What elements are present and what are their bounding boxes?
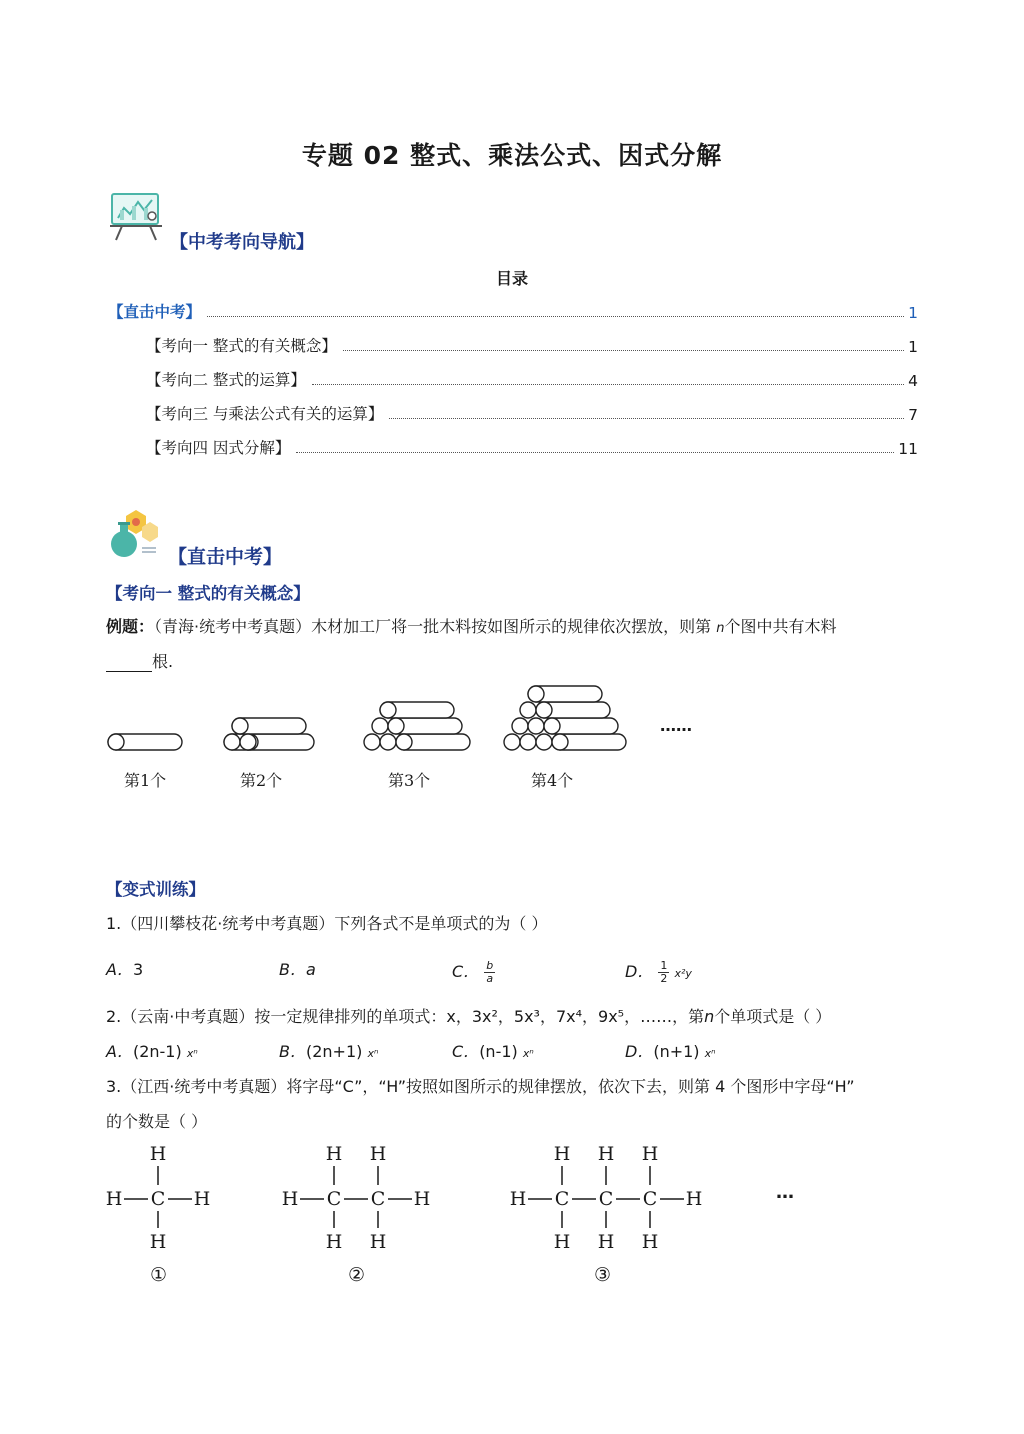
toc-entry-label: 【考向四 因式分解】 [146,439,291,457]
toc-entry[interactable] [146,436,918,458]
toc-entry-page: 1 [908,304,918,322]
atom-c: C [598,1188,614,1210]
q2-option-b[interactable]: B．(2n+1) xⁿ [279,1042,379,1061]
atom-c: C [150,1188,166,1210]
atom-h: H [641,1143,659,1165]
q2-option-d[interactable]: D．(n+1) xⁿ [625,1042,716,1061]
figure-caption: 第4个 [531,771,574,790]
q1-option-c[interactable]: C． $\frac{b}{a}$ [452,959,494,985]
figure-ellipsis: …… [660,716,692,735]
atom-h: H [281,1188,299,1210]
example-line [106,617,836,639]
q1-option-b[interactable]: B．a [279,960,316,979]
toc-entry-page: 4 [908,372,918,390]
flask-icon [106,508,162,560]
atom-h: H [641,1231,659,1253]
atom-h: H [597,1231,615,1253]
atom-h: H [325,1231,343,1253]
atom-h: H [149,1143,167,1165]
q2-option-c[interactable]: C．(n-1) xⁿ [452,1042,534,1061]
toc-entry-label: 【直击中考】 [108,303,202,321]
page-title: 专题 02 整式、乘法公式、因式分解 [301,141,723,170]
fraction: $\frac{1}{2}$ [660,959,668,985]
atom-c: C [370,1188,386,1210]
toc-entry-label: 【考向二 整式的运算】 [146,371,306,389]
figure-label: ③ [594,1264,612,1286]
question-3-line-2: 的个数是（ ） [106,1112,208,1131]
atom-h: H [509,1188,527,1210]
easel-icon [108,188,164,244]
atom-h: H [413,1188,431,1210]
subsection-heading: 【考向一 整式的有关概念】 [106,584,310,603]
toc-dot-leader [296,452,894,453]
fraction: $\frac{b}{a}$ [486,959,494,985]
answer-blank[interactable] [106,656,152,672]
carbon-chain-figures [100,1140,820,1290]
atom-c: C [642,1188,658,1210]
atom-h: H [325,1143,343,1165]
question-1-stem: 1.（四川攀枝花·统考中考真题）下列各式不是单项式的为（ ） [106,914,548,933]
toc-entry[interactable] [108,300,918,322]
toc-dot-leader [343,350,904,351]
q1-option-a[interactable]: A．3 [106,960,144,979]
q2-option-a[interactable]: A．(2n-1) xⁿ [106,1042,198,1061]
atom-h: H [193,1188,211,1210]
example-text-cont: 个图中共有木料 [724,617,837,636]
example-text: （青海·统考中考真题）木材加工厂将一批木料按如图所示的规律依次摆放，则第 [154,617,712,636]
q1-option-d[interactable]: D． $\frac{1}{2}$ x²y [625,959,692,985]
atom-h: H [685,1188,703,1210]
section-heading: 【直击中考】 [168,546,283,568]
toc-entry-page: 1 [908,338,918,356]
example-suffix: 根. [152,652,174,671]
toc-entry[interactable] [146,402,918,424]
figure-label: ① [150,1264,168,1286]
toc-entry-page: 11 [898,440,918,458]
toc-title: 目录 [495,269,528,288]
toc-dot-leader [207,316,904,317]
atom-h: H [597,1143,615,1165]
figure-label: ② [348,1264,366,1286]
toc-entry[interactable] [146,368,918,390]
question-3-line-1: 3.（江西·统考中考真题）将字母“C”，“H”按照如图所示的规律摆放，依次下去，则第 4 个图形中字母“H” [106,1077,855,1096]
atom-h: H [369,1143,387,1165]
practice-heading: 【变式训练】 [106,880,205,899]
atom-c: C [326,1188,342,1210]
chain-ellipsis: … [776,1182,794,1203]
variable-n: n [716,621,725,636]
example-line-2 [106,652,173,672]
figure-caption: 第3个 [388,771,431,790]
nav-heading: 【中考考向导航】 [170,232,314,253]
atom-h: H [105,1188,123,1210]
toc-dot-leader [312,384,904,385]
atom-h: H [369,1231,387,1253]
toc-dot-leader [389,418,904,419]
example-label: 例题： [106,617,155,636]
atom-h: H [149,1231,167,1253]
atom-h: H [553,1143,571,1165]
toc-entry-page: 7 [908,406,918,424]
atom-h: H [553,1231,571,1253]
figure-caption: 第2个 [240,771,283,790]
toc-entry-label: 【考向三 与乘法公式有关的运算】 [146,405,384,423]
atom-c: C [554,1188,570,1210]
figure-caption: 第1个 [124,771,167,790]
log-stack-drawing [100,680,660,760]
toc-entry[interactable] [146,334,918,356]
toc-entry-label: 【考向一 整式的有关概念】 [146,337,337,355]
question-2-stem: 2.（云南·中考真题）按一定规律排列的单项式：x，3x²，5x³，7x⁴，9x⁵，……，第n个单项式是（ ） [106,1007,832,1026]
